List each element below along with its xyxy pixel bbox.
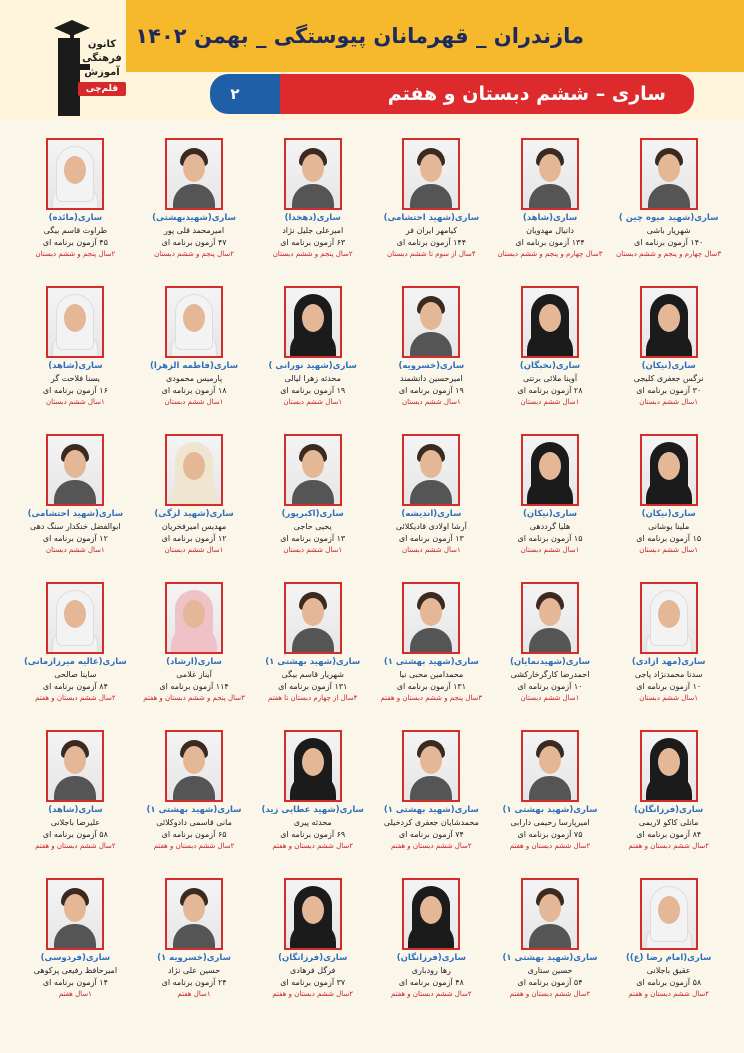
student-name: سدنا محمدنژاد پاجی (634, 670, 703, 679)
student-grade: ۲سال ششم دبستان و هفتم (391, 842, 472, 850)
student-school: ساری(شهید بهشتی ۱) (502, 805, 598, 815)
student-name: دانیال مهدویان (526, 226, 574, 235)
student-exam-count: ۵۸ آزمون برنامه ای (636, 978, 702, 987)
student-photo (46, 582, 104, 654)
student-exam-count: ۱۱۴ آزمون برنامه ای (159, 682, 229, 691)
student-exam-count: ۱۰ آزمون برنامه ای (517, 682, 583, 691)
student-school: ساری(شاهد) (522, 213, 578, 223)
student-school: ساری(اندیشه) (401, 509, 462, 519)
logo-text (78, 38, 126, 96)
student-photo (165, 730, 223, 802)
student-grade: ۲سال ششم دبستان و هفتم (628, 842, 709, 850)
student-school: ساری(فردوسی) (40, 953, 111, 963)
student-card (372, 874, 491, 1022)
student-exam-count: ۱۹ آزمون برنامه ای (280, 386, 346, 395)
student-grade: ۳سال پنجم و ششم دبستان و هفتم (143, 694, 245, 702)
student-grade: ۱سال ششم دبستان (401, 546, 461, 554)
student-photo (640, 730, 698, 802)
student-card (372, 430, 491, 578)
student-name: یحیی حاجی (293, 522, 332, 531)
student-name: احمدرضا کارگرخارکشی (510, 670, 590, 679)
student-grade: ۲سال ششم دبستان و هفتم (272, 990, 353, 998)
student-card (609, 874, 728, 1022)
student-card (253, 874, 372, 1022)
student-photo (46, 286, 104, 358)
student-grade: ۳سال پنجم و ششم دبستان و هفتم (380, 694, 483, 702)
student-photo (640, 878, 698, 950)
student-photo (165, 878, 223, 950)
student-photo (284, 878, 342, 950)
student-name: مانی قاسمی دادوکلائی (156, 818, 232, 827)
student-photo (640, 286, 698, 358)
student-exam-count: ۱۰ آزمون برنامه ای (636, 682, 702, 691)
student-school: ساری(فرزانگان) (396, 953, 466, 963)
student-grade: ۱سال ششم دبستان (401, 398, 461, 406)
student-card (135, 726, 254, 874)
student-grade: ۱سال ششم دبستان (164, 398, 224, 406)
student-school: ساری(فاطمه الزهرا) (150, 361, 239, 371)
student-exam-count: ۴۸ آزمون برنامه ای (398, 978, 464, 987)
student-name: یسنا فلاحت گر (50, 374, 100, 383)
student-grade: ۱سال هفتم (58, 990, 92, 998)
student-photo (521, 730, 579, 802)
student-grade: ۱سال ششم دبستان (46, 398, 105, 406)
student-name: محمدامین محبی نیا (399, 670, 464, 679)
student-exam-count: ۵۸ آزمون برنامه ای (42, 830, 108, 839)
student-name: ملینا یوشانی (648, 522, 690, 531)
student-name: ساینا صالحی (54, 670, 97, 679)
student-card (253, 282, 372, 430)
student-school: ساری(فرزانگان) (634, 805, 704, 815)
student-name: طراوت قاسم بیگی (43, 226, 108, 235)
logo-line-4: قلم‌چی (78, 82, 126, 96)
student-exam-count: ۱۲ آزمون برنامه ای (161, 534, 227, 543)
student-grade: ۳سال چهارم و پنجم و ششم دبستان (497, 250, 603, 258)
student-grade: ۱سال ششم دبستان (639, 546, 699, 554)
student-photo (402, 582, 460, 654)
student-grade: ۴سال از سوم تا ششم دبستان (387, 250, 476, 258)
student-name: محدثه پیری (293, 818, 332, 827)
student-card (372, 578, 491, 726)
student-photo (284, 582, 342, 654)
student-school: ساری(شهیدبهشتی) (152, 213, 236, 223)
logo-line-3: آموزش (84, 67, 120, 78)
student-name: مهدیس امیرفخریان (161, 522, 227, 531)
student-name: عقیق باجلانی (646, 966, 691, 975)
student-exam-count: ۱۵ آزمون برنامه ای (636, 534, 702, 543)
student-name: پارمیس محمودی (166, 374, 223, 383)
student-name: هلیا گرددهی (529, 522, 571, 531)
students-grid (16, 134, 728, 1022)
student-grade: ۴سال از چهارم دبستان تا هفتم (267, 694, 358, 702)
student-card (16, 282, 135, 430)
student-grade: ۱سال ششم دبستان (46, 546, 105, 554)
student-school: ساری(شهید بهشتی ۱) (383, 805, 479, 815)
student-exam-count: ۴۷ آزمون برنامه ای (161, 238, 227, 247)
student-name: کیامهر ایران فر (405, 226, 458, 235)
student-exam-count: ۶۳ آزمون برنامه ای (280, 238, 346, 247)
student-card (609, 282, 728, 430)
student-exam-count: ۱۳۱ آزمون برنامه ای (396, 682, 466, 691)
student-school: ساری(شهیدنمایان) (509, 657, 591, 667)
student-card (491, 282, 610, 430)
student-grade: ۱سال هفتم (177, 990, 211, 998)
student-exam-count: ۱۳۴ آزمون برنامه ای (515, 238, 585, 247)
student-name: حسین علی نژاد (167, 966, 221, 975)
student-name: امیرمحمد قلی پور (164, 226, 225, 235)
student-card (135, 874, 254, 1022)
student-grade: ۱سال ششم دبستان (283, 546, 343, 554)
student-name: شهریار باشی (646, 226, 691, 235)
student-grade: ۲سال پنجم و ششم دبستان (35, 250, 116, 258)
student-school: ساری(مائده) (48, 213, 103, 223)
student-exam-count: ۱۶ آزمون برنامه ای (42, 386, 108, 395)
student-school: ساری(شهید بهشتی ۱) (146, 805, 242, 815)
student-school: ساری(مهد ازادی) (631, 657, 706, 667)
student-photo (521, 434, 579, 506)
student-grade: ۲سال ششم دبستان و هفتم (272, 842, 353, 850)
student-grade: ۲سال ششم دبستان و هفتم (509, 842, 591, 850)
student-exam-count: ۶۵ آزمون برنامه ای (161, 830, 227, 839)
student-exam-count: ۸۴ آزمون برنامه ای (636, 830, 702, 839)
student-photo (402, 434, 460, 506)
student-photo (640, 582, 698, 654)
student-name: محمدشایان جعفری کردخیلی (383, 818, 479, 827)
student-school: ساری(شهید میوه چین ) (618, 213, 719, 223)
student-name: امیرعلی جلیل نژاد (282, 226, 344, 235)
student-card (253, 430, 372, 578)
student-photo (521, 138, 579, 210)
student-photo (521, 582, 579, 654)
student-school: ساری(اکبرپور) (281, 509, 344, 519)
student-card (609, 134, 728, 282)
student-photo (165, 286, 223, 358)
student-photo (46, 434, 104, 506)
student-photo (284, 286, 342, 358)
student-exam-count: ۳۷ آزمون برنامه ای (280, 978, 346, 987)
student-name: امیرحسین دانشمند (399, 374, 463, 383)
student-photo (165, 138, 223, 210)
student-card (491, 578, 610, 726)
student-exam-count: ۲۸ آزمون برنامه ای (517, 386, 583, 395)
student-photo (46, 878, 104, 950)
student-grade: ۲سال پنجم و ششم دبستان (154, 250, 234, 258)
student-school: ساری(خسرویه) (398, 361, 465, 371)
student-school: ساری(شهید لزگی) (154, 509, 234, 519)
student-card (253, 578, 372, 726)
student-photo (521, 878, 579, 950)
student-grade: ۲سال ششم دبستان و هفتم (391, 990, 472, 998)
student-name: علیرضا باجلانی (50, 818, 101, 827)
student-card (16, 134, 135, 282)
student-name: آیناز غلامی (176, 670, 212, 679)
student-photo (165, 434, 223, 506)
student-photo (640, 138, 698, 210)
student-photo (402, 138, 460, 210)
logo (50, 18, 126, 118)
student-name: حسین ستاری (527, 966, 573, 975)
student-grade: ۲سال ششم دبستان و هفتم (35, 842, 116, 850)
student-name: آرشا اولادی قادیکلائی (395, 522, 467, 531)
student-card (491, 874, 610, 1022)
student-school: ساری(عالیه میرزازمانی) (24, 657, 127, 667)
student-exam-count: ۱۳۱ آزمون برنامه ای (278, 682, 348, 691)
student-photo (521, 286, 579, 358)
page-title: مازندران _ قهرمانان پیوستگی _ بهمن ۱۴۰۲ (135, 24, 584, 48)
student-photo (640, 434, 698, 506)
student-grade: ۲سال ششم دبستان و هفتم (628, 990, 709, 998)
student-grade: ۱سال ششم دبستان (520, 546, 580, 554)
page-number-badge (210, 74, 280, 114)
student-card (16, 578, 135, 726)
student-grade: ۱سال ششم دبستان (283, 398, 343, 406)
student-school: ساری(شهید عطایی زید) (261, 805, 364, 815)
student-exam-count: ۳۰ آزمون برنامه ای (636, 386, 702, 395)
student-card (491, 430, 610, 578)
student-grade: ۲سال ششم دبستان و هفتم (509, 990, 591, 998)
student-exam-count: ۱۳ آزمون برنامه ای (398, 534, 464, 543)
student-photo (402, 286, 460, 358)
logo-line-1: کانون (87, 39, 117, 50)
student-school: ساری(شهید احتشامی) (383, 213, 480, 223)
student-school: ساری(امام رضا (ع)) (625, 953, 712, 963)
student-school: ساری(شهید بهشتی ۱) (383, 657, 479, 667)
student-school: ساری(ارشاد) (166, 657, 222, 667)
student-grade: ۲سال ششم دبستان و هفتم (35, 694, 116, 702)
student-name: شهریار قاسم بیگی (281, 670, 344, 679)
student-photo (402, 878, 460, 950)
student-school: ساری(نیکان) (641, 361, 696, 371)
subtitle-bar (264, 74, 694, 114)
student-card (609, 430, 728, 578)
student-card (135, 430, 254, 578)
student-photo (284, 730, 342, 802)
student-exam-count: ۷۴ آزمون برنامه ای (398, 830, 464, 839)
student-exam-count: ۱۵ آزمون برنامه ای (517, 534, 583, 543)
student-school: ساری(نیکان) (522, 509, 578, 519)
student-school: ساری(شهید احتشامی) (27, 509, 124, 519)
student-exam-count: ۱۴۴ آزمون برنامه ای (396, 238, 466, 247)
student-exam-count: ۱۴ آزمون برنامه ای (42, 978, 108, 987)
student-card (135, 134, 254, 282)
student-card (16, 726, 135, 874)
student-name: فرگل فرهادی (290, 966, 336, 975)
student-school: ساری(شاهد) (48, 361, 103, 371)
page-subtitle: ساری – ششم دبستان و هفتم (387, 83, 666, 105)
page-number: ۲ (230, 85, 240, 103)
student-exam-count: ۱۹ آزمون برنامه ای (398, 386, 464, 395)
student-grade: ۱سال ششم دبستان (639, 398, 699, 406)
student-name: ابوالفضل خنکدار سنگ دهی (30, 522, 121, 531)
student-card (491, 726, 610, 874)
student-exam-count: ۶۹ آزمون برنامه ای (280, 830, 346, 839)
student-school: ساری(شهید نورانی ) (268, 361, 357, 371)
student-school: ساری(نیکان) (641, 509, 696, 519)
student-card (16, 430, 135, 578)
student-exam-count: ۱۳ آزمون برنامه ای (280, 534, 346, 543)
student-card (16, 874, 135, 1022)
student-name: محدثه زهرا لیالی (284, 374, 341, 383)
student-card (372, 282, 491, 430)
student-exam-count: ۵۴ آزمون برنامه ای (517, 978, 583, 987)
student-photo (284, 138, 342, 210)
student-card (253, 134, 372, 282)
student-name: امیرحافظ رفیعی پرکوهی (33, 966, 118, 975)
student-card (372, 134, 491, 282)
student-photo (402, 730, 460, 802)
student-name: رها رودباری (411, 966, 451, 975)
student-card (609, 726, 728, 874)
student-school: ساری(شاهد) (48, 805, 103, 815)
student-grade: ۱سال ششم دبستان (520, 694, 580, 702)
student-card (609, 578, 728, 726)
student-card (135, 282, 254, 430)
student-grade: ۲سال ششم دبستان و هفتم (153, 842, 235, 850)
student-grade: ۲سال پنجم و ششم دبستان (272, 250, 353, 258)
student-name: آوینا ملائی برنتی (522, 374, 578, 383)
student-card (491, 134, 610, 282)
student-exam-count: ۸۴ آزمون برنامه ای (42, 682, 108, 691)
student-photo (284, 434, 342, 506)
student-card (372, 726, 491, 874)
student-name: امیرپارسا رحیمی دارابی (510, 818, 590, 827)
student-grade: ۱سال ششم دبستان (520, 398, 580, 406)
student-exam-count: ۱۲ آزمون برنامه ای (42, 534, 108, 543)
student-card (135, 578, 254, 726)
student-exam-count: ۱۴۰ آزمون برنامه ای (634, 238, 704, 247)
student-photo (46, 138, 104, 210)
student-name: مانلی کاکو لاریمی (638, 818, 699, 827)
student-card (253, 726, 372, 874)
student-photo (165, 582, 223, 654)
logo-line-2: فرهنگی (82, 53, 122, 64)
student-exam-count: ۱۸ آزمون برنامه ای (161, 386, 227, 395)
student-exam-count: ۲۴ آزمون برنامه ای (161, 978, 227, 987)
student-school: ساری(خسرویه ۱) (157, 953, 231, 963)
student-grade: ۱سال ششم دبستان (164, 546, 224, 554)
student-school: ساری(فرزانگان) (278, 953, 348, 963)
student-grade: ۱سال ششم دبستان (639, 694, 699, 702)
student-school: ساری(شهید بهشتی ۱) (265, 657, 361, 667)
student-grade: ۳سال چهارم و پنجم و ششم دبستان (616, 250, 722, 258)
student-exam-count: ۷۵ آزمون برنامه ای (517, 830, 583, 839)
student-photo (46, 730, 104, 802)
student-school: ساری(دهخدا) (284, 213, 341, 223)
student-school: ساری(شهید بهشتی ۱) (502, 953, 598, 963)
student-name: نرگس جعفری کلیجی (633, 374, 704, 383)
student-school: ساری(نخبگان) (519, 361, 581, 371)
student-exam-count: ۴۵ آزمون برنامه ای (42, 238, 108, 247)
